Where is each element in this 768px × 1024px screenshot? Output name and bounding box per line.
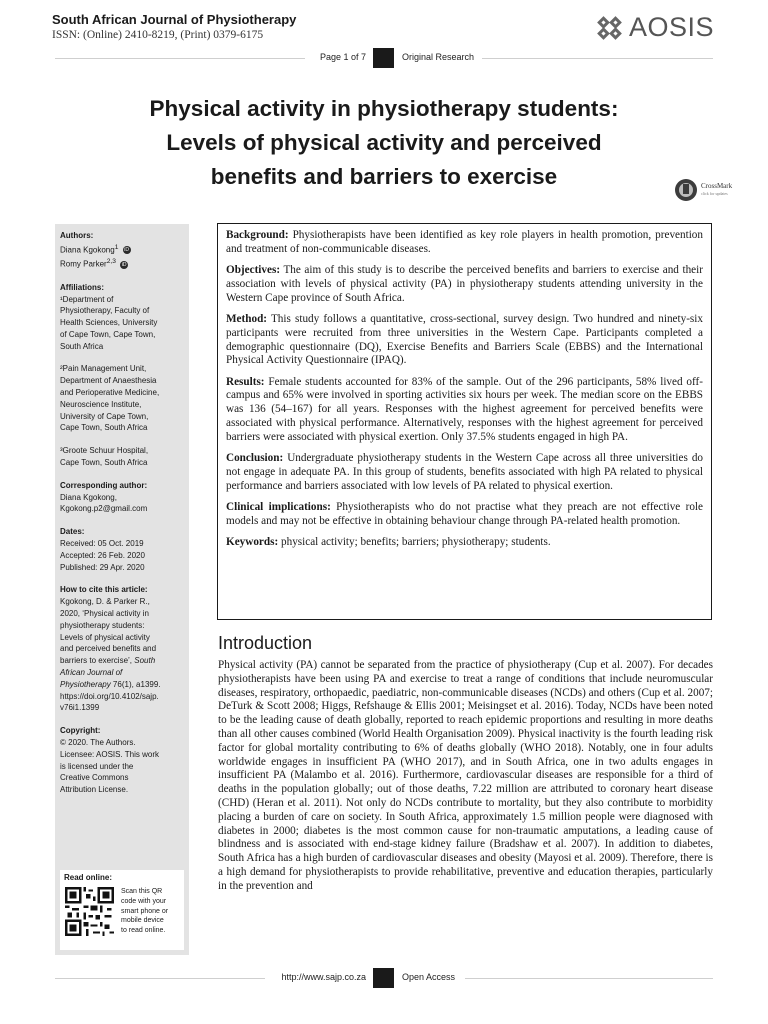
open-access-label: Open Access	[402, 972, 456, 982]
page-footer-bar	[0, 968, 768, 988]
section-text: The aim of this study is to describe the perceived benefits and barriers to exercise and their association with levels of physical activity (PA) in physiotherapy students attending university in the Western Cape province of South Africa.	[226, 264, 703, 304]
affiliation-3	[60, 445, 184, 469]
authors-section	[60, 230, 184, 271]
section-label: Background:	[226, 229, 289, 241]
dates-section	[60, 526, 184, 573]
read-online-line: Scan this QR	[121, 888, 163, 895]
abstract-results	[226, 376, 703, 445]
affiliation-line: and Perioperative Medicine,	[60, 388, 160, 398]
date-received: Received: 05 Oct. 2019	[60, 539, 144, 549]
affiliation-line: ²Pain Management Unit,	[60, 364, 147, 374]
abstract-box	[217, 223, 712, 620]
citation-line: and perceived benefits and	[60, 644, 157, 654]
section-label: Method:	[226, 312, 268, 325]
citation-line: Kgokong, D. & Parker R.,	[60, 597, 150, 607]
crossmark-badge[interactable]	[674, 178, 732, 202]
abstract-clinical-implications	[226, 501, 703, 529]
abstract-keywords	[226, 536, 703, 550]
citation-line	[60, 655, 184, 667]
dates-heading: Dates:	[60, 527, 85, 537]
issn: ISSN: (Online) 2410-8219, (Print) 0379-6175	[52, 29, 264, 41]
abstract-background	[226, 229, 703, 257]
abstract-objectives	[226, 264, 703, 305]
copyright-section	[60, 725, 184, 796]
date-published: Published: 29 Apr. 2020	[60, 562, 145, 572]
affiliation-line: Neuroscience Institute,	[60, 399, 142, 409]
section-text: This study follows a quantitative, cross-sectional, survey design. Two hundred and ninety-six participants were recruited from three universities in the Western Cape. Participants completed a demographic questionnaire (DQ), Exercise Benefits and Barriers Scale (EBBS) and the International Physical Activity Questionnaire (IPAQ).	[226, 312, 703, 367]
affiliations-heading: Affiliations:	[60, 282, 104, 292]
copyright-line: is licensed under the	[60, 761, 134, 771]
read-online-line: code with your	[121, 897, 167, 905]
affiliation-line: Department of Anaesthesia	[60, 376, 157, 386]
article-info-sidebar	[55, 224, 189, 955]
section-text: Physiotherapists who do not practise what they preach are not effective role models and may not be effective in obtaining behaviour change through PA-related health promotion.	[226, 501, 704, 527]
corresponding-author-section	[60, 480, 184, 515]
citation-heading: How to cite this article:	[60, 585, 148, 595]
author-line	[60, 256, 184, 270]
orcid-icon[interactable]: iD	[121, 261, 127, 268]
section-label: Objectives:	[226, 264, 281, 277]
publisher-logo[interactable]	[597, 12, 714, 43]
author-affiliation-mark: 1	[114, 243, 119, 251]
author-name[interactable]: Romy Parker	[60, 259, 107, 269]
title-line: Levels of physical activity and perceived	[166, 130, 602, 155]
section-label: Results:	[226, 375, 265, 388]
orcid-icon[interactable]: iD	[124, 247, 130, 254]
affiliation-line: Physiotherapy, Faculty of	[60, 306, 150, 316]
copyright-line: Creative Commons	[60, 773, 129, 783]
divider	[465, 978, 713, 979]
affiliation-line: Health Sciences, University	[60, 318, 158, 328]
page-header-bar	[0, 48, 768, 68]
crossmark-icon	[674, 178, 698, 202]
affiliation-line: of Cape Town, Cape Town,	[60, 329, 156, 339]
affiliation-line: ¹Department of	[60, 294, 114, 304]
section-label: Keywords:	[226, 536, 279, 549]
abstract-conclusion	[226, 452, 703, 493]
article-type: Original Research	[402, 52, 475, 62]
introduction-heading: Introduction	[218, 633, 313, 653]
aosis-mark-icon	[597, 16, 623, 40]
divider	[482, 58, 713, 59]
citation-volume: 76(1), a1399.	[110, 679, 161, 689]
corresponding-name: Diana Kgokong,	[60, 492, 117, 502]
copyright-line: © 2020. The Authors.	[60, 738, 136, 747]
author-affiliation-mark: 2,3	[106, 258, 116, 266]
aosis-logo-text: AOSIS	[628, 12, 714, 42]
citation-line: Levels of physical activity	[60, 632, 150, 642]
section-text: Female students accounted for 83% of the sample. Out of the 296 participants, 58% lived off-campus and 65% were involved in sporting activities six hours per week. The median score on the EBBS was 136 (54–167) for all years. Responses with the highest agreement for perceived benefits were associated with physical performance. Alternatively, responses with the highest agreement for perceived barriers were associated with physical exertion. Only 37.5% students engaged in high PA.	[226, 375, 703, 443]
introduction-body: Physical activity (PA) cannot be separated from the practice of physiotherapy (Cup et al. 2007). For decades physiotherapists have been using PA and exercise to treat a range of conditions that include neuromuscular diseases, respiratory, orthopaedic, paediatric, non-communicable diseases (NCDs) and others (Cup et al. 2007; DeTurk & Scott 2008; Higgs, Refshauge & Ellis 2001; Meisingset et al. 2016). Today, NCDs have been noted to be the leading cause of death globally, reported to reach epidemic proportions and resulting in more deaths than all other causes combined (World Health Organisation 2009). Physical inactivity is the fourth leading risk factor for global mortality contributing to 6% of deaths globally (WHO 2018). Notably, one in four adults worldwide engages in insufficient PA (WHO 2017), and in South Africa, one in two adults engages in insufficient PA (Malambo et al. 2016). Furthermore, cardiovascular diseases are responsible for a third of deaths in the population globally; out of those deaths, 7.22 million are attributed to coronary heart disease (CHD) (Heran et al. 2011). Not only do NCDs contribute to mortality, but they also contribute to morbidity placing a burden of care on society. In South Africa, approximately 1.5 million people were diagnosed with diabetes in 2000; diabetes is the most common cause for non-traumatic amputations, a leading cause of blindness and is associated with end-stage kidney failure (Bradshaw et al. 2007). In addition to diabetes, South Africa has a high burden of cardiovascular diseases and obesity (Mayosi et al. 2009). Therefore, there is a high demand for physiotherapists to provide rehabilitative, preventive and education therapies, particularly in the prevention and	[218, 659, 713, 892]
citation-journal: African Journal of	[60, 668, 123, 678]
read-online-line: to read online.	[121, 927, 166, 935]
journal-name: South African Journal of Physiotherapy	[52, 12, 297, 27]
citation-section	[60, 584, 184, 714]
citation-journal: Physiotherapy	[60, 679, 111, 689]
section-text: Undergraduate physiotherapy students in the Western Cape across all three universities do not engage in adequate PA. In this group of students, benefits associated with high PA related to physical performance and barriers associated with low levels of PA related to physical exertion.	[226, 452, 704, 492]
qr-code-icon[interactable]	[65, 887, 114, 936]
read-online-heading: Read online:	[64, 873, 113, 882]
section-text: physical activity; benefits; barriers; physiotherapy; students.	[281, 536, 551, 549]
corresponding-email[interactable]: Kgokong.p2@gmail.com	[60, 504, 148, 514]
section-label: Conclusion:	[226, 452, 284, 465]
citation-journal: South	[134, 656, 156, 666]
section-label: Clinical implications:	[226, 501, 331, 514]
copyright-line: Licensee: AOSIS. This work	[60, 749, 160, 759]
citation-doi[interactable]: https://doi.org/10.4102/sajp.	[60, 691, 159, 701]
read-online-line: smart phone or	[121, 907, 169, 915]
abstract-method	[226, 313, 703, 368]
affiliation-line: ³Groote Schuur Hospital,	[60, 446, 149, 456]
date-accepted: Accepted: 26 Feb. 2020	[60, 550, 145, 560]
affiliation-line: Cape Town, South Africa	[60, 423, 148, 433]
separator-block	[373, 968, 394, 988]
copyright-line: Attribution License.	[60, 785, 129, 795]
article-title	[0, 92, 768, 194]
citation-line	[60, 679, 184, 691]
author-line	[60, 242, 184, 256]
divider	[55, 58, 305, 59]
citation-line: physiotherapy students:	[60, 620, 145, 630]
divider	[55, 978, 265, 979]
affiliation-line: Cape Town, South Africa	[60, 458, 148, 468]
affiliation-2	[60, 363, 184, 434]
title-line: Physical activity in physiotherapy students:	[149, 96, 619, 121]
crossmark-sub: click for updates	[701, 191, 728, 196]
read-online-box	[60, 870, 184, 950]
copyright-heading: Copyright:	[60, 726, 101, 736]
page-number: Page 1 of 7	[319, 52, 366, 62]
separator-block	[373, 48, 394, 68]
journal-url[interactable]: http://www.sajp.co.za	[281, 972, 366, 982]
authors-heading: Authors:	[60, 231, 94, 240]
read-online-text	[121, 887, 181, 936]
citation-doi[interactable]: v76i1.1399	[60, 703, 100, 713]
citation-line: 2020, ‘Physical activity in	[60, 609, 149, 619]
read-online-line: mobile device	[121, 917, 164, 925]
affiliation-1	[60, 294, 184, 353]
title-line: benefits and barriers to exercise	[210, 164, 558, 189]
affiliation-line: University of Cape Town,	[60, 411, 149, 421]
crossmark-label: CrossMark	[701, 182, 733, 190]
citation-text: barriers to exercise’,	[60, 656, 133, 666]
affiliation-line: South Africa	[60, 341, 104, 351]
section-text: Physiotherapists have been identified as key role players in health promotion, prevention and treatment of non-communicable diseases.	[226, 229, 703, 255]
author-name[interactable]: Diana Kgokong	[60, 245, 115, 255]
corresponding-heading: Corresponding author:	[60, 480, 148, 490]
